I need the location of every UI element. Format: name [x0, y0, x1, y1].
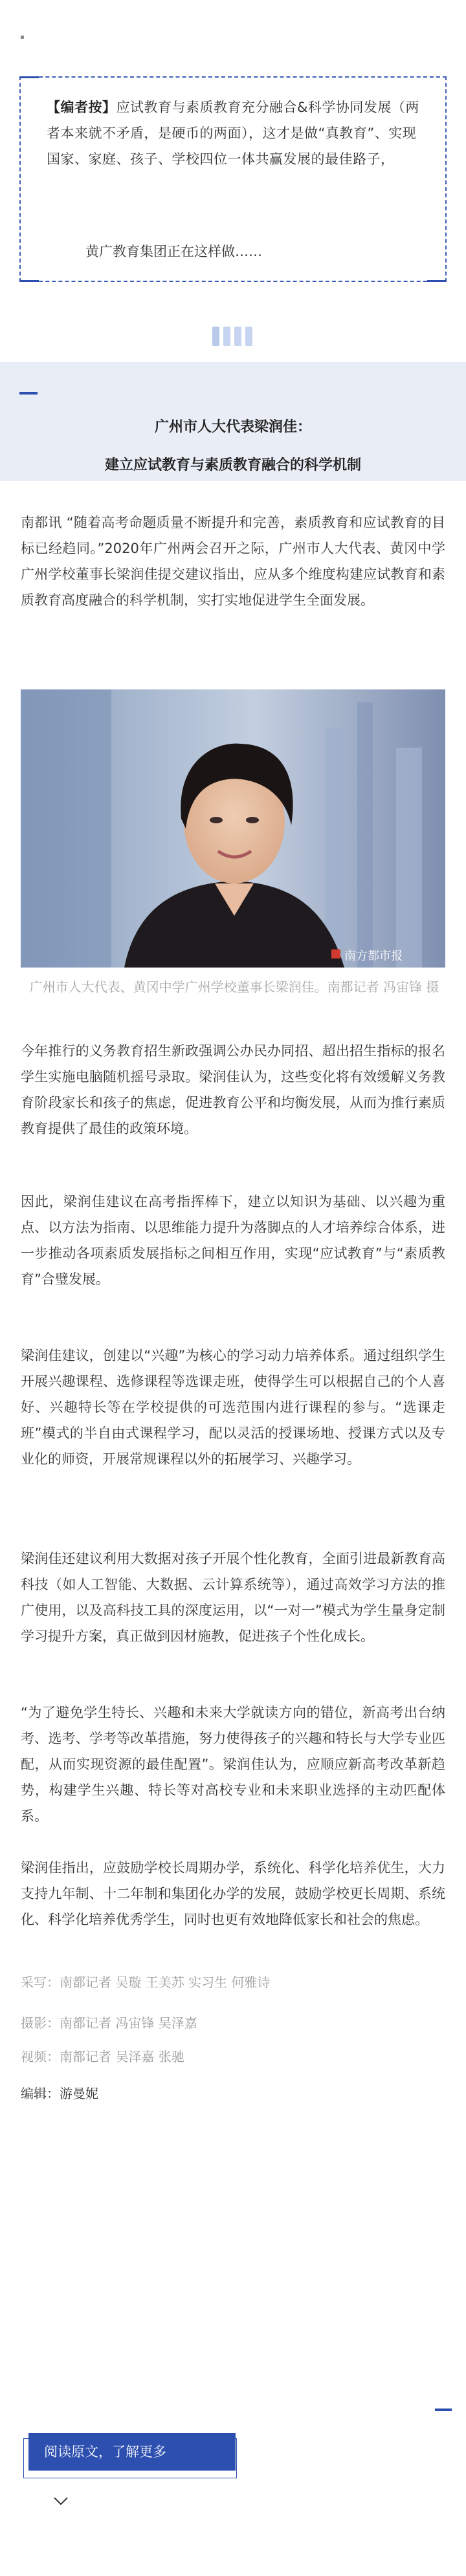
paragraph-1: 南都讯 “随着高考命题质量不断提升和完善，素质教育和应试教育的目标已经趋同。”2020年广州两会召开之际，广州市人大代表、黄冈中学广州学校董事长梁润佳提交建议指出，应从多个维度构建应试教育和素质教育高度融合的科学机制，实打实地促进学生全面发展。 [21, 515, 445, 608]
paragraph-7: 梁润佳指出，应鼓励学校长周期办学，系统化、科学化培养优生，大力支持九年制、十二年制和集团化办学的发展，鼓励学校更长周期、系统化、科学化培养优秀学生，同时也更有效地降低家长和社会的焦虑。 [21, 1860, 445, 1927]
credit-label: 采写： [21, 1975, 60, 1990]
credit-value: 游曼妮 [60, 2086, 98, 2101]
portrait-photo [21, 689, 445, 968]
end-accent-line [435, 2408, 452, 2411]
credit-video [21, 2047, 184, 2066]
photo-watermark: 南方都市报 [344, 949, 403, 963]
credit-label: 编辑： [21, 2086, 60, 2101]
photo-illustration [21, 689, 445, 968]
credit-value: 南都记者 吴璇 王美苏 实习生 何雅诗 [60, 1975, 271, 1990]
editor-note-text [47, 94, 428, 172]
read-more-button[interactable]: 阅读原文，了解更多 [28, 2433, 236, 2471]
credit-value: 南都记者 吴泽嘉 张驰 [60, 2049, 184, 2064]
decorative-dot [21, 36, 24, 39]
accent-line [19, 392, 38, 395]
corner-accent [427, 280, 447, 282]
credit-value: 南都记者 冯宙锋 吴泽嘉 [60, 2015, 197, 2031]
editor-note-box [19, 76, 447, 282]
headline-line-2: 建立应试教育与素质教育融合的科学机制 [104, 457, 361, 473]
page-indicator [212, 327, 252, 347]
credit-label: 视频： [21, 2049, 60, 2064]
editor-note-label: 【编者按】 [47, 100, 116, 115]
indicator-bar [245, 327, 252, 346]
credit-label: 摄影： [21, 2015, 60, 2031]
paragraph-2: 今年推行的义务教育招生新政强调公办民办同招、超出招生指标的报名学生实施电脑随机摇号录取。梁润佳认为，这些变化将有效缓解义务教育阶段家长和孩子的焦虑，促进教育公平和均衡发展，从而为推行素质教育提供了最佳的政策环境。 [21, 1043, 445, 1136]
credit-editor [21, 2084, 98, 2103]
paragraph-6: “为了避免学生特长、兴趣和未来大学就读方向的错位，新高考出台纳考、选考、学考等改革措施，努力使得孩子的兴趣和特长与大学专业匹配，从而实现资源的最佳配置”。梁润佳认为，应顺应新高考改革新趋势，构建学生兴趣、特长等对高校专业和未来职业选择的主动匹配体系。 [21, 1705, 445, 1824]
paragraph-5: 梁润佳还建议利用大数据对孩子开展个性化教育，全面引进最新教育高科技（如人工智能、大数据、云计算系统等），通过高效学习方法的推广使用，以及高科技工具的深度运用，以“一对一”模式为学生量身定制学习提升方案，真正做到因材施教，促进孩子个性化成长。 [21, 1551, 445, 1644]
credit-photo [21, 2013, 197, 2033]
paragraph-3: 因此，梁润佳建议在高考指挥棒下，建立以知识为基础、以兴趣为重点、以方法为指南、以思维能力提升为落脚点的人才培养综合体系，进一步推动各项素质发展指标之间相互作用，实现“应试教育”与“素质教育”合璧发展。 [21, 1194, 445, 1287]
editor-note-sign: 黄广教育集团正在这样做…… [85, 244, 262, 259]
corner-accent [19, 76, 39, 78]
headline-block [0, 362, 466, 481]
corner-accent [19, 280, 39, 282]
indicator-bar [212, 327, 219, 346]
photo-caption: 广州市人大代表、黄冈中学广州学校董事长梁润佳。南都记者 冯宙锋 摄 [29, 979, 439, 995]
indicator-bar [223, 327, 230, 346]
chevron-down-icon [53, 2494, 69, 2509]
paragraph-4: 梁润佳建议，创建以“兴趣”为核心的学习动力培养体系。通过组织学生开展兴趣课程、选修课程等选课走班，使得学生可以根据自己的个人喜好、兴趣特长等在学校提供的可选范围内进行课程的参与。“选课走班”模式的半自由式课程学习，配以灵活的授课场地、授课方式以及专业化的师资，开展常规课程以外的拓展学习、兴趣学习。 [21, 1348, 445, 1467]
indicator-bar [234, 327, 241, 346]
credit-interview [21, 1973, 270, 1992]
headline-line-1: 广州市人大代表梁润佳： [154, 419, 311, 435]
editor-note-body: 应试教育与素质教育充分融合&科学协同发展（两者本来就不矛盾，是硬币的两面），这才是做“真教育”、实现国家、家庭、孩子、学校四位一体共赢发展的最佳路子， [47, 100, 419, 167]
